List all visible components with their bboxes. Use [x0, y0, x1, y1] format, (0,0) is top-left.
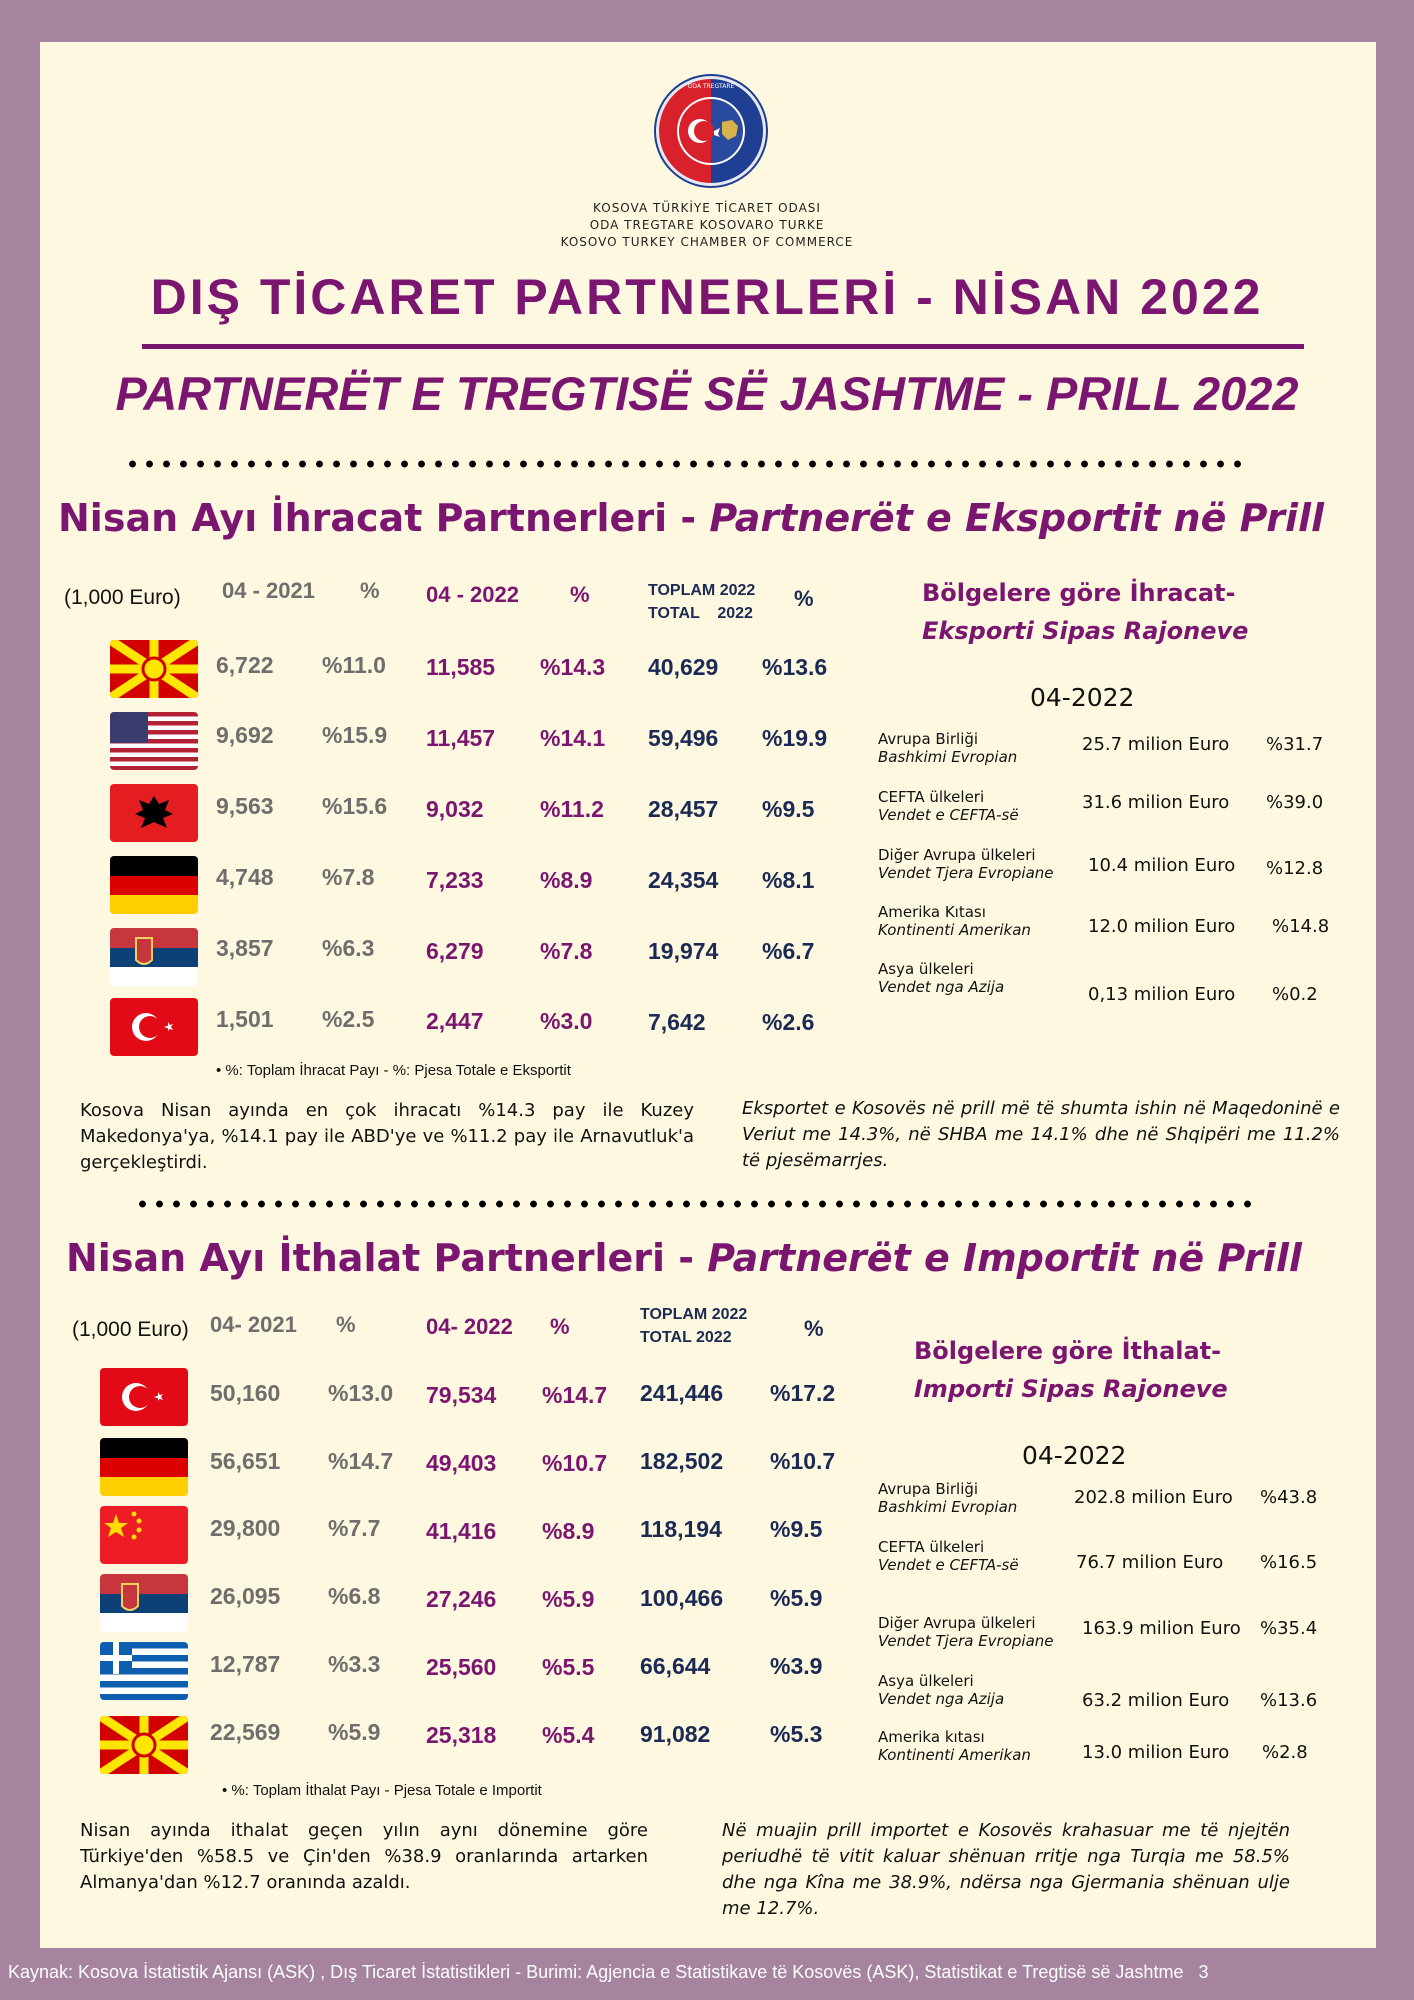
page-number: 3: [1198, 1962, 1209, 1982]
table-cell: %8.9: [540, 867, 593, 893]
org-name-tr: KOSOVA TÜRKİYE TİCARET ODASI: [593, 201, 821, 215]
exports-unit-label: (1,000 Euro): [64, 586, 181, 609]
table-cell: %15.9: [322, 722, 388, 748]
table-cell: 56,651: [210, 1448, 281, 1474]
region-label: Diğer Avrupa ülkeleri Vendet Tjera Evropiane: [878, 846, 1054, 882]
imports-summary-tr: Nisan ayında ithalat geçen yılın aynı dönemine göre Türkiye'den %58.5 ve Çin'den %38.9 oranlarında artarken Almanya'dan %12.7 oranında azaldı.: [80, 1820, 648, 1893]
table-cell: 9,563: [216, 793, 274, 819]
svg-text:ODA TREGTARE: ODA TREGTARE: [687, 83, 735, 90]
table-cell: %11.0: [322, 652, 386, 678]
north-macedonia-flag: [110, 640, 198, 698]
region-label: Asya ülkeleri Vendet nga Azija: [878, 1672, 1005, 1708]
north-macedonia-flag: [100, 1716, 188, 1774]
region-pct: %2.8: [1262, 1742, 1308, 1763]
region-value: 163.9 milion Euro: [1082, 1618, 1241, 1639]
region-pct: %35.4: [1260, 1618, 1318, 1639]
region-label: Asya ülkeleri Vendet nga Azija: [878, 960, 1005, 996]
dotted-divider: [124, 458, 1246, 470]
table-cell: 1,501: [216, 1006, 274, 1032]
exports-col-pct-2022: %: [570, 582, 590, 607]
exports-col-2021: 04 - 2021: [222, 578, 315, 603]
table-cell: 59,496: [648, 725, 719, 751]
table-cell: %19.9: [762, 725, 828, 751]
table-cell: 7,642: [648, 1009, 706, 1035]
exports-footnote: • %: Toplam İhracat Payı - %: Pjesa Totale e Eksportit: [216, 1062, 571, 1079]
table-cell: 182,502: [640, 1448, 724, 1474]
imports-col-2021: 04- 2021: [210, 1312, 297, 1337]
region-pct: %31.7: [1266, 734, 1324, 755]
table-cell: 11,457: [426, 725, 496, 751]
region-label: Avrupa Birliği Bashkimi Evropian: [878, 1480, 1018, 1516]
region-label: Diğer Avrupa ülkeleri Vendet Tjera Evropiane: [878, 1614, 1054, 1650]
region-pct: %16.5: [1260, 1552, 1318, 1573]
exports-col-pct-total: %: [794, 586, 814, 611]
table-cell: 11,585: [426, 654, 496, 680]
region-label: Amerika Kıtası Kontinenti Amerikan: [878, 903, 1031, 939]
exports-col-total-sq: TOTAL 2022: [648, 605, 753, 622]
region-label: Amerika kıtası Kontinenti Amerikan: [878, 1728, 1031, 1764]
table-cell: %5.9: [770, 1585, 823, 1611]
table-cell: 9,692: [216, 722, 274, 748]
table-cell: 7,233: [426, 867, 484, 893]
imports-col-pct-2022: %: [550, 1314, 570, 1339]
table-cell: 49,403: [426, 1450, 497, 1476]
table-cell: 6,722: [216, 652, 274, 678]
title-divider: [142, 344, 1304, 349]
table-cell: %9.5: [770, 1516, 823, 1542]
china-flag: [100, 1506, 188, 1564]
table-cell: %14.7: [542, 1382, 608, 1408]
region-label: CEFTA ülkeleri Vendet e CEFTA-së: [878, 1538, 1019, 1574]
region-value: 25.7 milion Euro: [1082, 734, 1230, 755]
table-cell: %7.8: [540, 938, 593, 964]
table-cell: %15.6: [322, 793, 388, 819]
region-pct: %39.0: [1266, 792, 1324, 813]
table-cell: 25,318: [426, 1722, 497, 1748]
region-value: 12.0 milion Euro: [1088, 916, 1236, 937]
source-footer: Kaynak: Kosova İstatistik Ajansı (ASK) , Dış Ticaret İstatistikleri - Burimi: Agjencia e Statistikave të Kosovës (ASK), Statistikat e Tregtisë së Jashtme 3: [8, 1962, 1209, 1982]
turkey-flag: [100, 1368, 188, 1426]
table-cell: %14.1: [540, 725, 606, 751]
table-cell: %6.7: [762, 938, 815, 964]
table-cell: %13.6: [762, 654, 828, 680]
table-cell: %8.9: [542, 1518, 595, 1544]
table-cell: 41,416: [426, 1518, 497, 1544]
imports-col-pct-total: %: [804, 1316, 824, 1341]
table-cell: %5.9: [328, 1719, 381, 1745]
table-cell: 66,644: [640, 1653, 711, 1679]
table-cell: %9.5: [762, 796, 815, 822]
region-value: 202.8 milion Euro: [1074, 1487, 1233, 1508]
table-cell: %7.8: [322, 864, 375, 890]
table-cell: %14.3: [540, 654, 606, 680]
page-title-tr: DIŞ TİCARET PARTNERLERİ - NİSAN 2022: [150, 269, 1264, 325]
table-cell: 100,466: [640, 1585, 724, 1611]
chamber-logo: [654, 74, 768, 188]
table-cell: 241,446: [640, 1380, 724, 1406]
region-value: 10.4 milion Euro: [1088, 855, 1236, 876]
region-label: Avrupa Birliği Bashkimi Evropian: [878, 730, 1018, 766]
exports-summary-tr: Kosova Nisan ayında en çok ihracatı %14.3 pay ile Kuzey Makedonya'ya, %14.1 pay ile ABD'ye ve %11.2 pay ile Arnavutluk'a gerçekleştirdi.: [80, 1100, 694, 1173]
exports-col-pct-2021: %: [360, 578, 380, 603]
imports-footnote: • %: Toplam İthalat Payı - Pjesa Totale e Importit: [222, 1782, 542, 1799]
region-value: 13.0 milion Euro: [1082, 1742, 1230, 1763]
table-cell: 91,082: [640, 1721, 711, 1747]
table-cell: 3,857: [216, 935, 274, 961]
table-cell: %3.0: [540, 1008, 593, 1034]
region-value: 0,13 milion Euro: [1088, 984, 1236, 1005]
table-cell: %7.7: [328, 1515, 381, 1541]
table-cell: %5.9: [542, 1586, 595, 1612]
imports-region-title: Bölgelere göre İthalat- Importi Sipas Rajoneve: [914, 1337, 1228, 1403]
region-value: 63.2 milion Euro: [1082, 1690, 1230, 1711]
region-pct: %43.8: [1260, 1487, 1318, 1508]
region-pct: %14.8: [1272, 916, 1330, 937]
table-cell: 4,748: [216, 864, 274, 890]
table-cell: %13.0: [328, 1380, 394, 1406]
table-cell: %11.2: [540, 796, 604, 822]
dotted-divider: [134, 1198, 1256, 1210]
table-cell: 29,800: [210, 1515, 281, 1541]
table-cell: %2.5: [322, 1006, 375, 1032]
exports-section-title: Nisan Ayı İhracat Partnerleri - Partnerët e Eksportit në Prill: [58, 496, 1325, 540]
region-pct: %12.8: [1266, 858, 1324, 879]
exports-col-2022: 04 - 2022: [426, 582, 519, 607]
table-cell: %10.7: [770, 1448, 836, 1474]
table-cell: 2,447: [426, 1008, 484, 1034]
germany-flag: [100, 1438, 188, 1496]
table-cell: %17.2: [770, 1380, 836, 1406]
table-cell: 28,457: [648, 796, 719, 822]
serbia-flag: [100, 1574, 188, 1632]
germany-flag: [110, 856, 198, 914]
table-cell: 24,354: [648, 867, 719, 893]
table-cell: 27,246: [426, 1586, 497, 1612]
table-cell: %6.3: [322, 935, 375, 961]
table-cell: 40,629: [648, 654, 719, 680]
table-cell: %8.1: [762, 867, 815, 893]
imports-unit-label: (1,000 Euro): [72, 1318, 189, 1341]
region-label: CEFTA ülkeleri Vendet e CEFTA-së: [878, 788, 1019, 824]
table-cell: 25,560: [426, 1654, 497, 1680]
imports-col-total-sq: TOTAL 2022: [640, 1329, 732, 1346]
imports-summary-sq: Në muajin prill importet e Kosovës krahasuar me të njejtën periudhë të vitit kaluar shënuan rritje nga Turqia me 58.5% dhe nga Kîna me 38.9%, ndërsa nga Gjermania shënuan ulje me 12.7%.: [722, 1820, 1290, 1919]
table-cell: %5.3: [770, 1721, 823, 1747]
imports-section-title: Nisan Ayı İthalat Partnerleri - Partnerët e Importit në Prill: [66, 1236, 1302, 1280]
table-cell: 19,974: [648, 938, 719, 964]
table-cell: 6,279: [426, 938, 484, 964]
imports-region-date: 04-2022: [1022, 1441, 1127, 1470]
table-cell: 12,787: [210, 1651, 281, 1677]
usa-flag: [110, 712, 198, 770]
table-cell: 118,194: [640, 1516, 722, 1542]
turkey-flag: [110, 998, 198, 1056]
region-pct: %13.6: [1260, 1690, 1318, 1711]
table-cell: 9,032: [426, 796, 484, 822]
exports-region-title: Bölgelere göre İhracat- Eksporti Sipas Rajoneve: [922, 579, 1249, 645]
imports-col-pct-2021: %: [336, 1312, 356, 1337]
table-cell: %14.7: [328, 1448, 394, 1474]
table-cell: 50,160: [210, 1380, 281, 1406]
region-value: 31.6 milion Euro: [1082, 792, 1230, 813]
exports-region-date: 04-2022: [1030, 683, 1135, 712]
greece-flag: [100, 1642, 188, 1700]
imports-col-total-tr: TOPLAM 2022: [640, 1306, 748, 1323]
org-name-en: KOSOVO TURKEY CHAMBER OF COMMERCE: [560, 235, 854, 249]
imports-col-2022: 04- 2022: [426, 1314, 513, 1339]
table-cell: 79,534: [426, 1382, 497, 1408]
table-cell: %5.4: [542, 1722, 595, 1748]
table-cell: %2.6: [762, 1009, 815, 1035]
table-cell: %5.5: [542, 1654, 595, 1680]
region-pct: %0.2: [1272, 984, 1318, 1005]
table-cell: %3.3: [328, 1651, 381, 1677]
table-cell: 22,569: [210, 1719, 281, 1745]
region-value: 76.7 milion Euro: [1076, 1552, 1224, 1573]
table-cell: %6.8: [328, 1583, 381, 1609]
table-cell: %3.9: [770, 1653, 823, 1679]
albania-flag: [110, 784, 198, 842]
exports-summary-sq: Eksportet e Kosovës në prill më të shumta ishin në Maqedoninë e Veriut me 14.3%, në SHBA me 14.1% dhe në Shqipëri me 11.2% të pjesëmarrjes.: [742, 1098, 1340, 1171]
serbia-flag: [110, 928, 198, 986]
exports-col-total-tr: TOPLAM 2022: [648, 582, 756, 599]
org-name-sq: ODA TREGTARE KOSOVARO TURKE: [589, 218, 825, 232]
table-cell: 26,095: [210, 1583, 281, 1609]
page-title-sq: PARTNERËT E TREGTISË SË JASHTME - PRILL 2022: [115, 367, 1299, 420]
table-cell: %10.7: [542, 1450, 608, 1476]
